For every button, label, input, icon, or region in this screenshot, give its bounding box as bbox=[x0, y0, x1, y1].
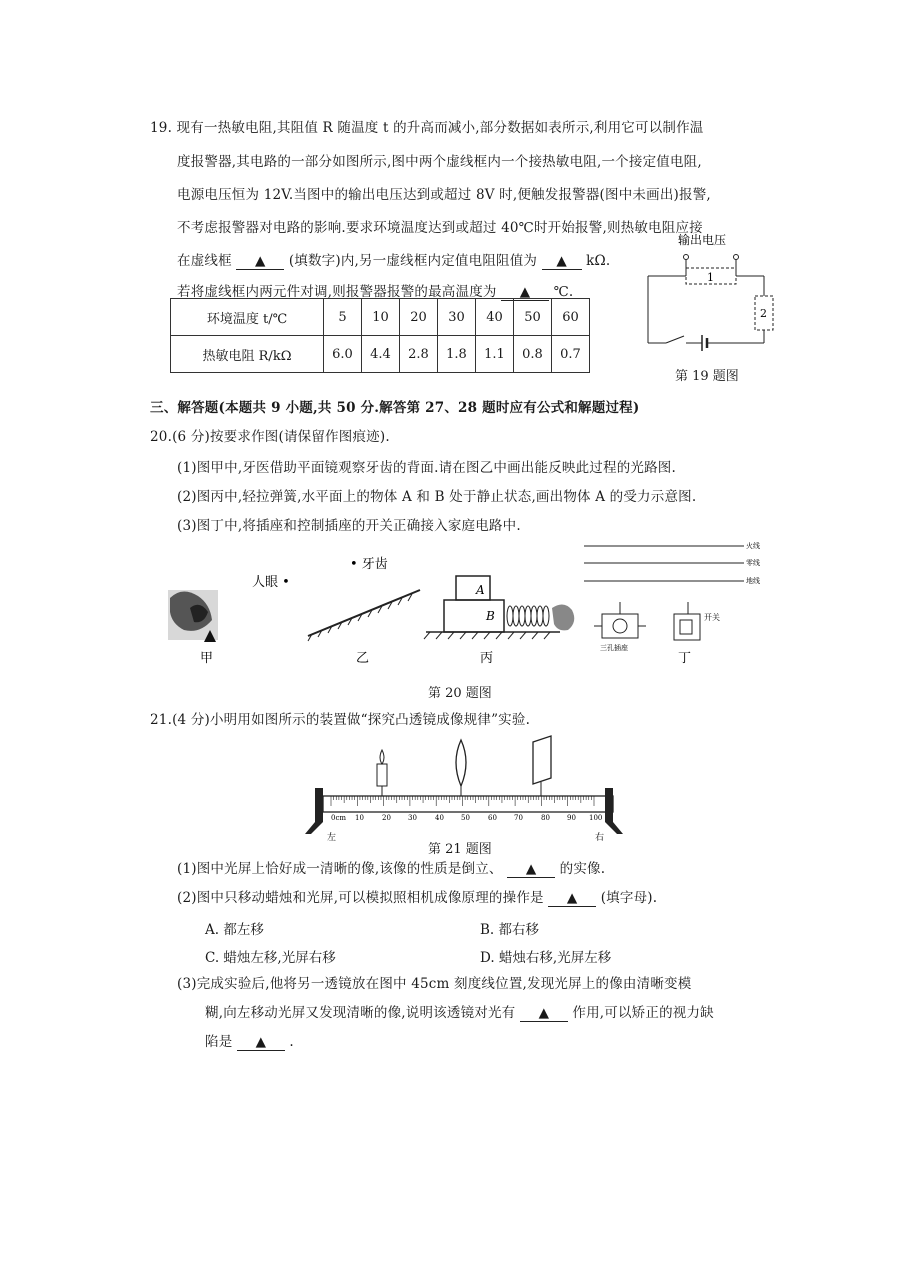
blank-max-temp: ▲ bbox=[501, 285, 549, 301]
table-cell: 4.4 bbox=[362, 336, 400, 373]
table-cell: 1.8 bbox=[438, 336, 476, 373]
q19-line-3: 电源电压恒为 12V.当图中的输出电压达到或超过 8V 时,便触发报警器(图中未画出)报警, bbox=[177, 187, 711, 203]
table-cell: 1.1 bbox=[476, 336, 514, 373]
ruler-tick-label: 40 bbox=[435, 814, 444, 822]
blank-thermistor-box: ▲ bbox=[236, 254, 284, 270]
label-jia: 甲 bbox=[200, 651, 214, 666]
q21-part-2-end: (填字母). bbox=[600, 890, 658, 906]
q21-part-3-line-1: (3)完成实验后,他将另一透镜放在图中 45cm 刻度线位置,发现光屏上的像由清晰变模 bbox=[177, 976, 692, 992]
q21-part-1 bbox=[177, 860, 605, 878]
optical-bench bbox=[305, 734, 635, 844]
ruler-tick-label: 0cm bbox=[331, 814, 347, 822]
fire-wire-label: 火线 bbox=[746, 542, 760, 550]
box-1-label: 1 bbox=[707, 271, 714, 284]
spring bbox=[507, 606, 549, 626]
label-bing: 丙 bbox=[480, 651, 494, 666]
q19-line-5-text-b: (填数字)内,另一虚线框内定值电阻阻值为 bbox=[288, 253, 538, 269]
table-cell: 0.8 bbox=[514, 336, 552, 373]
q21-part-2-text: (2)图中只移动蜡烛和光屏,可以模拟照相机成像原理的操作是 bbox=[177, 890, 544, 906]
plane-mirror bbox=[308, 590, 420, 636]
option-d: D. 蜡烛右移,光屏左移 bbox=[480, 950, 612, 966]
ruler-tick-labels bbox=[331, 814, 602, 822]
table-cell: 5 bbox=[324, 299, 362, 336]
table-cell: 10 bbox=[362, 299, 400, 336]
hand-icon bbox=[552, 604, 574, 630]
right-label: 右 bbox=[595, 833, 605, 843]
right-foot bbox=[605, 822, 623, 834]
ruler-tick-label: 80 bbox=[541, 814, 550, 822]
table-cell: 6.0 bbox=[324, 336, 362, 373]
ruler-tick-label: 10 bbox=[355, 814, 364, 822]
q19-line-6-text: 若将虚线框内两元件对调,则报警器报警的最高温度为 bbox=[177, 284, 497, 300]
convex-lens bbox=[456, 740, 466, 786]
right-support bbox=[605, 788, 613, 822]
q21-part-3-text-c: 陷是 bbox=[205, 1034, 233, 1050]
circuit-diagram bbox=[640, 228, 780, 358]
ruler-tick-label: 90 bbox=[567, 814, 576, 822]
block-b-label: B bbox=[486, 609, 495, 623]
fig19-caption: 第 19 题图 bbox=[675, 369, 739, 384]
q21-part-1-text: (1)图中光屏上恰好成一清晰的像,该像的性质是倒立、 bbox=[177, 861, 503, 877]
table-cell: 50 bbox=[514, 299, 552, 336]
fig20-caption: 第 20 题图 bbox=[428, 686, 492, 701]
q19-line-6-unit: ℃. bbox=[553, 284, 574, 300]
block-b bbox=[444, 600, 504, 632]
q19-line-1: 19. 现有一热敏电阻,其阻值 R 随温度 t 的升高而减小,部分数据如表所示,利用它可以制作温 bbox=[150, 120, 704, 136]
socket-label: 三孔插座 bbox=[600, 644, 628, 652]
q21-part-2 bbox=[177, 889, 657, 907]
block-a bbox=[456, 576, 490, 600]
socket-face-icon bbox=[613, 619, 627, 633]
ruler-tick-label: 70 bbox=[514, 814, 523, 822]
switch-rocker-icon bbox=[680, 620, 692, 634]
zero-wire-label: 零线 bbox=[746, 559, 760, 567]
table-cell: 0.7 bbox=[552, 336, 590, 373]
tooth-label: • 牙齿 bbox=[350, 557, 388, 572]
ruler-tick-label: 50 bbox=[461, 814, 470, 822]
table-cell: 20 bbox=[400, 299, 438, 336]
ruler-tick-label: 20 bbox=[382, 814, 391, 822]
q19-line-4: 不考虑报警器对电路的影响.要求环境温度达到或超过 40℃时开始报警,则热敏电阻应接 bbox=[177, 220, 703, 236]
q19-line-5-unit: kΩ. bbox=[586, 253, 611, 269]
switch-label: 开关 bbox=[704, 613, 720, 622]
wall-switch bbox=[674, 614, 700, 640]
table-cell: 60 bbox=[552, 299, 590, 336]
three-hole-socket bbox=[602, 614, 638, 638]
table-row-temperature bbox=[171, 299, 590, 336]
section-3-title: 三、解答题(本题共 9 小题,共 50 分.解答第 27、28 题时应有公式和解题过程) bbox=[150, 400, 640, 416]
q21-part-3-line-3 bbox=[205, 1033, 294, 1051]
candle bbox=[377, 764, 387, 786]
switch-symbol bbox=[666, 336, 684, 343]
ground-hatching bbox=[424, 632, 550, 639]
q21-part-3-line-2 bbox=[205, 1004, 714, 1022]
fig21-caption: 第 21 题图 bbox=[428, 842, 492, 857]
mirror-hatching bbox=[308, 594, 412, 641]
candle-flame-icon bbox=[380, 750, 384, 764]
q20-part-3: (3)图丁中,将插座和控制插座的开关正确接入家庭电路中. bbox=[177, 518, 521, 534]
left-support bbox=[315, 788, 323, 822]
blank-image-size: ▲ bbox=[507, 862, 555, 878]
ruler-tick-label: 60 bbox=[488, 814, 497, 822]
blank-vision-defect: ▲ bbox=[237, 1035, 285, 1051]
table-row-resistance bbox=[171, 336, 590, 373]
blank-lens-effect: ▲ bbox=[520, 1006, 568, 1022]
left-foot bbox=[305, 822, 323, 834]
fig20-drawings bbox=[160, 538, 770, 668]
box-2-label: 2 bbox=[760, 307, 767, 320]
label-ding: 丁 bbox=[678, 651, 692, 666]
q21-part-3-end: . bbox=[289, 1034, 294, 1050]
q19-line-5-text-a: 在虚线框 bbox=[177, 253, 232, 269]
dentist-photo bbox=[168, 590, 218, 642]
q21-part-1-end: 的实像. bbox=[559, 861, 606, 877]
thermistor-table bbox=[170, 298, 590, 373]
block-a-label: A bbox=[476, 583, 485, 597]
q20-title: 20.(6 分)按要求作图(请保留作图痕迹). bbox=[150, 429, 390, 445]
q21-part-3-text-b: 作用,可以矫正的视力缺 bbox=[572, 1005, 714, 1021]
ground-wire-label: 地线 bbox=[746, 577, 760, 585]
label-yi: 乙 bbox=[356, 651, 370, 666]
blank-camera-op: ▲ bbox=[548, 891, 596, 907]
output-terminal-left bbox=[684, 255, 689, 260]
q20-part-2: (2)图丙中,轻拉弹簧,水平面上的物体 A 和 B 处于静止状态,画出物体 A 的受力示意图. bbox=[177, 489, 697, 505]
q21-title: 21.(4 分)小明用如图所示的装置做“探究凸透镜成像规律”实验. bbox=[150, 712, 531, 728]
option-c: C. 蜡烛左移,光屏右移 bbox=[205, 950, 336, 966]
left-label: 左 bbox=[327, 833, 337, 843]
option-a: A. 都左移 bbox=[205, 922, 264, 938]
light-screen bbox=[533, 736, 551, 784]
q19-line-2: 度报警器,其电路的一部分如图所示,图中两个虚线框内一个接热敏电阻,一个接定值电阻, bbox=[177, 154, 702, 170]
output-terminal-right bbox=[734, 255, 739, 260]
table-cell: 40 bbox=[476, 299, 514, 336]
ruler-tick-label: 30 bbox=[408, 814, 417, 822]
output-voltage-label: 输出电压 bbox=[678, 233, 727, 247]
q19-line-5 bbox=[177, 252, 610, 270]
ruler-tick-label: 100 bbox=[589, 814, 603, 822]
table-header-temperature: 环境温度 t/℃ bbox=[171, 299, 324, 336]
blank-resistor-value: ▲ bbox=[542, 254, 582, 270]
q21-part-3-text-a: 糊,向左移动光屏又发现清晰的像,说明该透镜对光有 bbox=[205, 1005, 516, 1021]
table-header-resistance: 热敏电阻 R/kΩ bbox=[171, 336, 324, 373]
table-cell: 2.8 bbox=[400, 336, 438, 373]
table-cell: 30 bbox=[438, 299, 476, 336]
option-b: B. 都右移 bbox=[480, 922, 540, 938]
q20-part-1: (1)图甲中,牙医借助平面镜观察牙齿的背面.请在图乙中画出能反映此过程的光路图. bbox=[177, 460, 676, 476]
eye-label: 人眼 • bbox=[252, 575, 290, 590]
